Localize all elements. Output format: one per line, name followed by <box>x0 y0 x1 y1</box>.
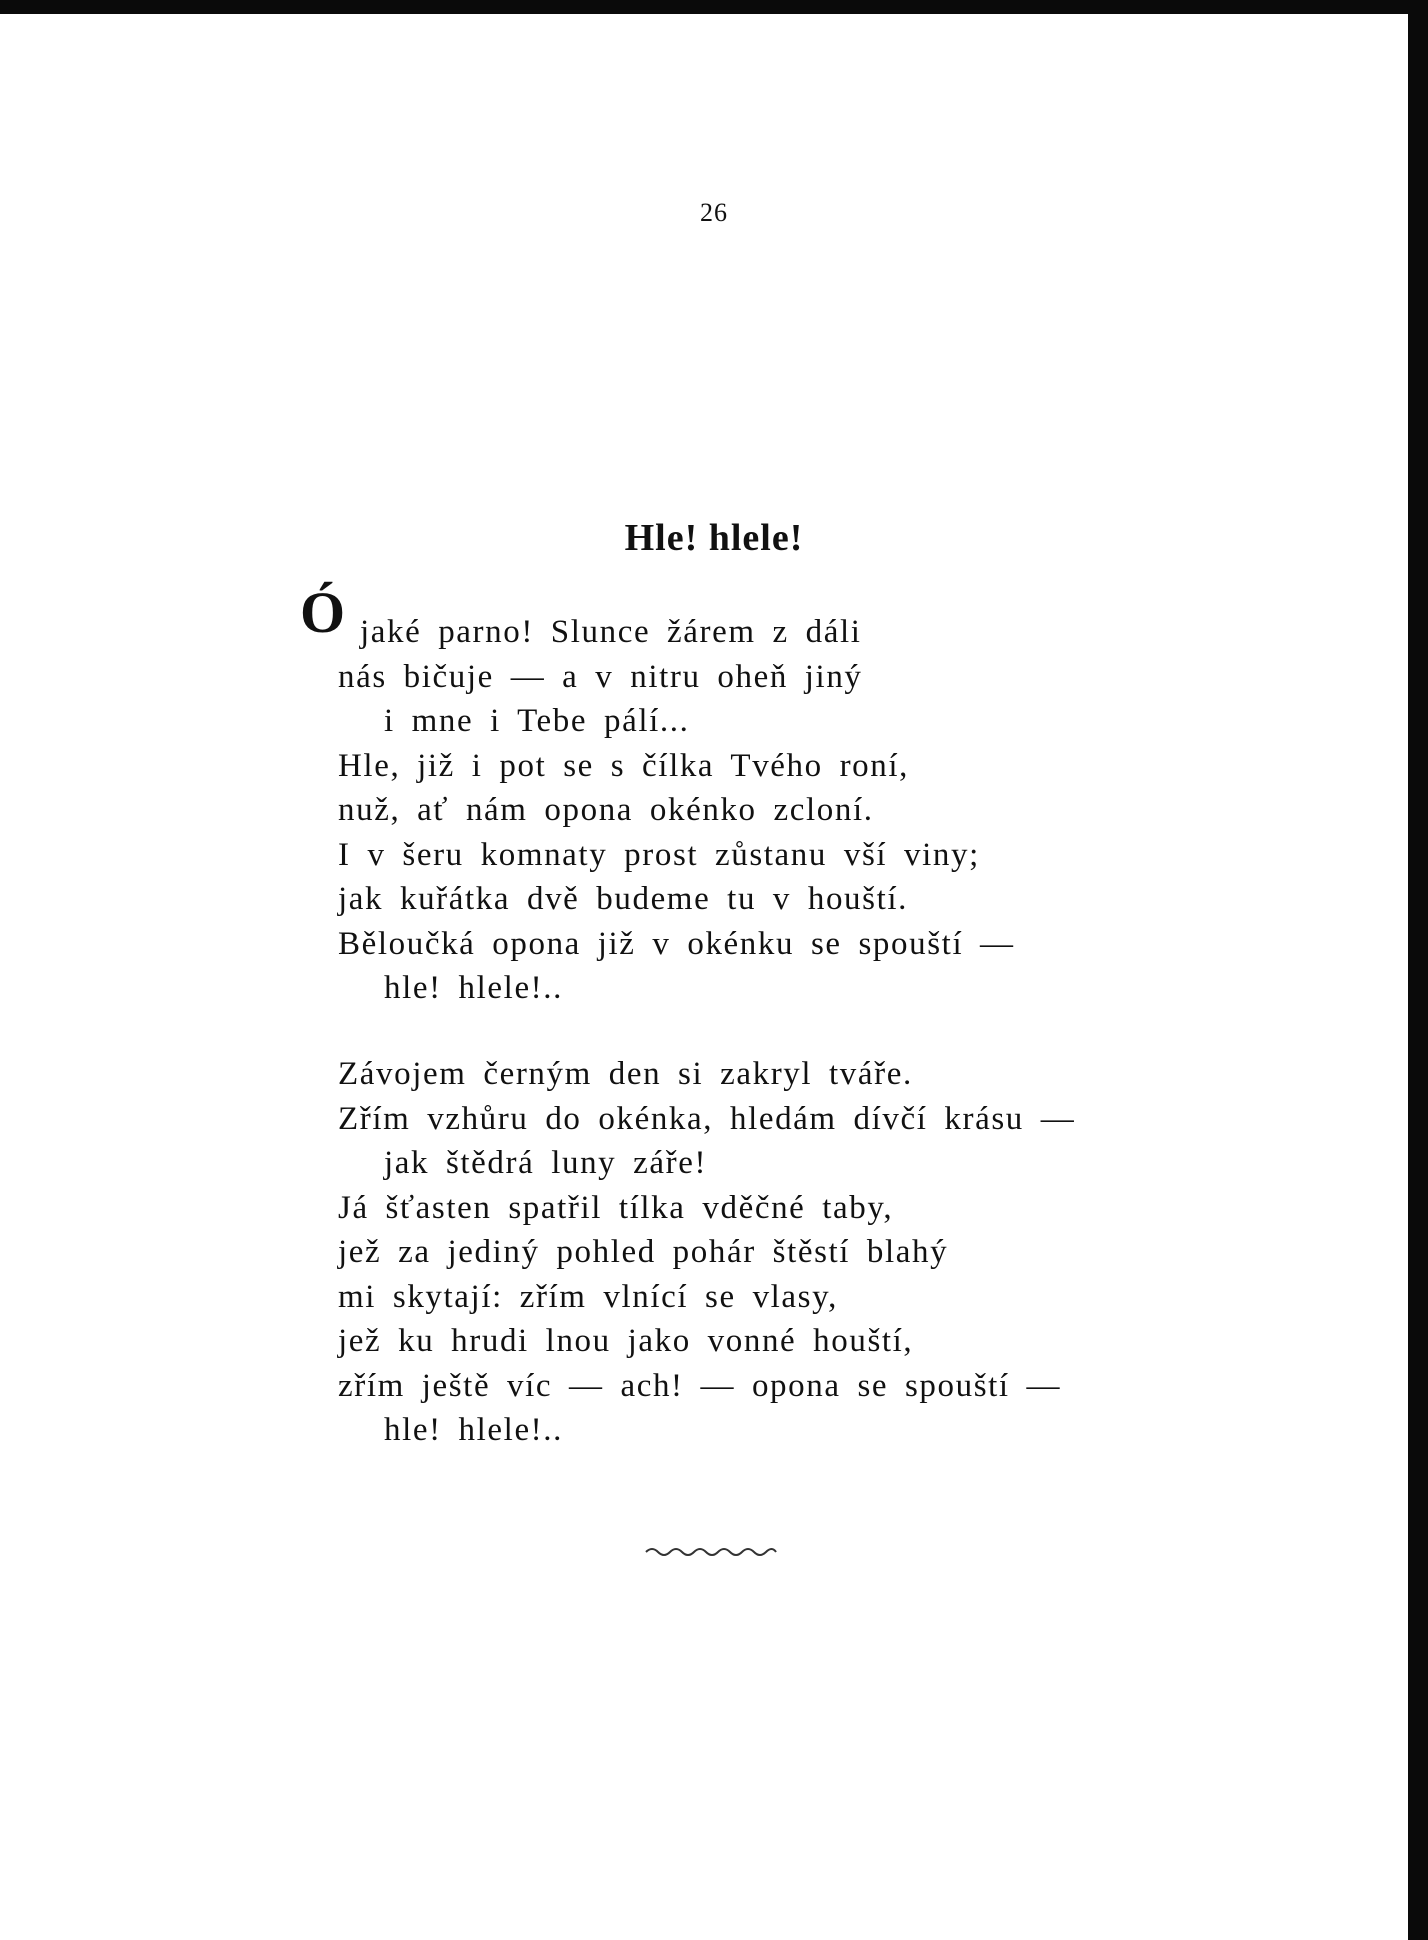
end-ornament-icon <box>644 1544 778 1558</box>
verse-line: jak kuřátka dvě budeme tu v houští. <box>338 881 908 917</box>
verse-line: I v šeru komnaty prost zůstanu vší viny; <box>338 836 980 873</box>
verse-line: Zřím vzhůru do okénka, hledám dívčí krásu — <box>338 1100 1076 1137</box>
verse-line: jež za jediný pohled pohár štěstí blahý <box>338 1234 949 1270</box>
verse-line: jaké parno! Slunce žárem z dáli <box>360 614 862 650</box>
verse-line: nuž, ať nám opona okénko zcloní. <box>338 792 874 828</box>
verse-line: Já šťasten spatřil tílka vděčné taby, <box>338 1189 894 1226</box>
verse-line: Závojem černým den si zakryl tváře. <box>338 1056 913 1092</box>
verse-line: zřím ještě víc — ach! — opona se spouští — <box>338 1367 1062 1404</box>
verse-line: i mne i Tebe pálí... <box>384 703 690 739</box>
verse-line: hle! hlele!.. <box>384 970 563 1006</box>
verse-line: hle! hlele!.. <box>384 1412 563 1448</box>
scan-border-right <box>1408 0 1428 1940</box>
stanza-1 <box>338 610 1015 1011</box>
verse-line: jež ku hrudi lnou jako vonné houští, <box>338 1323 914 1359</box>
verse-line: nás bičuje — a v nitru oheň jiný <box>338 658 863 695</box>
verse-line: Hle, již i pot se s čílka Tvého roní, <box>338 747 909 784</box>
verse-line: jak štědrá luny záře! <box>384 1145 708 1181</box>
drop-cap: Ó <box>300 580 346 645</box>
page-number: 26 <box>700 198 728 227</box>
stanza-2 <box>338 1052 1075 1453</box>
verse-line: mi skytají: zřím vlnící se vlasy, <box>338 1278 838 1315</box>
scan-border-top <box>0 0 1428 14</box>
poem-title: Hle! hlele! <box>624 517 804 559</box>
verse-line: Běloučká opona již v okénku se spouští — <box>338 925 1015 962</box>
